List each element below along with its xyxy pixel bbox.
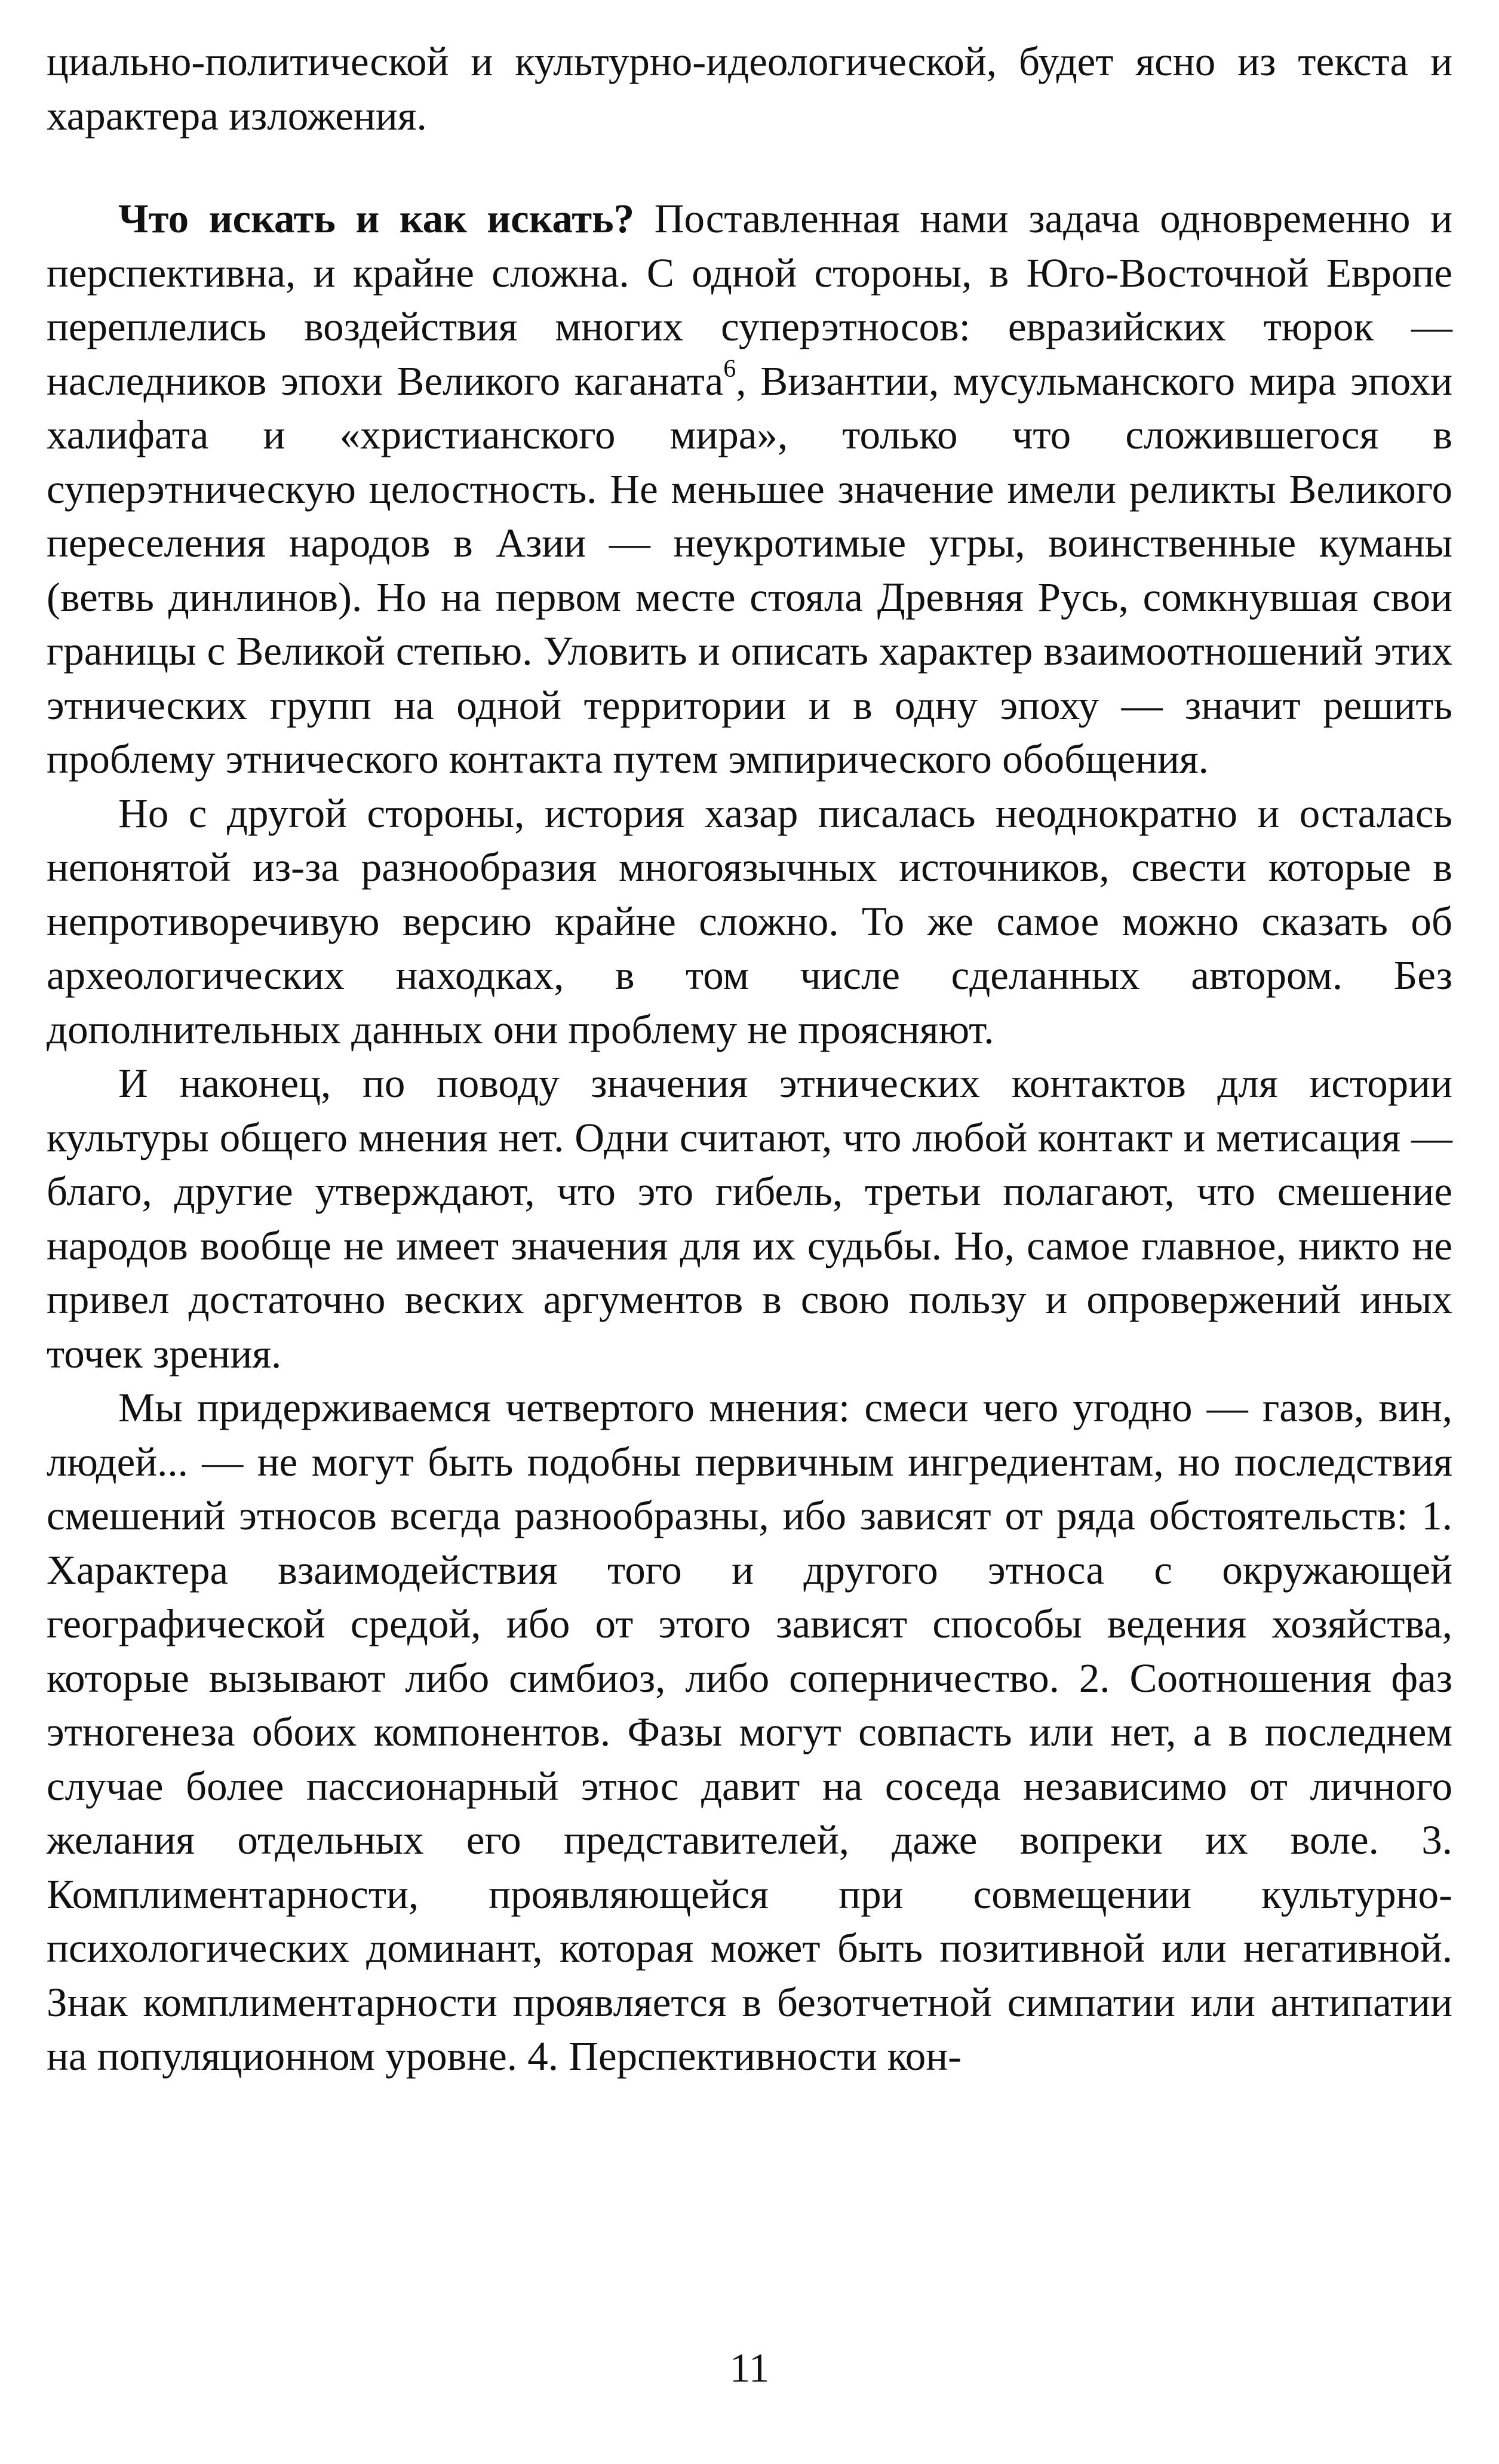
paragraph-text-part1: Поставленная нами задача одновременно и перспективна, и крайне сложна. С одной стороны, в Юго-Восточной Европе переплелись воздействия многих суперэтносов: евразийских тюрок — наследников эпохи Великого каганата bbox=[47, 196, 1452, 404]
footnote-reference: 6 bbox=[723, 355, 736, 383]
paragraph-finally: И наконец, по поводу значения этнических контактов для истории культуры общего мнения нет. Одни считают, что любой контакт и метисация — благо, другие утверждают, что это гибель, третьи полагают, что смешение народов вообще не имеет значения для их судьбы. Но, самое главное, никто не привел достаточно веских аргументов в свою пользу и опровержений иных точек зрения. bbox=[47, 1061, 1452, 1377]
paragraph-text-part2: , Византии, мусульманского мира эпохи халифата и «христианского мира», только что сложившегося в суперэтническую целостность. Не меньшее значение имели реликты Великого переселения народов в Азии — неукротимые угры, воинственные куманы (ветвь динлинов). Но на первом месте стояла Древняя Русь, сомкнувшая свои границы с Великой степью. Уловить и описать характер взаимоотношений этих этнических групп на одной территории и в одну эпоху — значит решить проблему этнического контакта путем эмпирического обобщения. bbox=[47, 358, 1453, 782]
section-heading: Что искать и как искать? bbox=[118, 196, 635, 241]
paragraph-other-side: Но с другой стороны, история хазар писалась неоднократно и осталась непонятой из-за разнообразия многоязычных источников, свести которые в непротиворечивую версию крайне сложно. То же самое можно сказать об археологических находках, в том числе сделанных автором. Без дополнительных данных они проблему не проясняют. bbox=[47, 790, 1452, 1052]
book-page bbox=[47, 35, 1452, 2084]
section-gap bbox=[47, 143, 1452, 192]
paragraph-what-to-seek bbox=[47, 192, 1452, 786]
page-number: 11 bbox=[729, 2345, 770, 2391]
paragraph-fourth-opinion: Мы придерживаемся четвертого мнения: смеси чего угодно — газов, вин, людей... — не могут быть подобны первичным ингредиентам, но последствия смешений этносов всегда разнообразны, ибо зависят от ряда обстоятельств: 1. Характера взаимодействия того и другого этноса с окружающей географической средой, ибо от этого зависят способы ведения хозяйства, которые вызывают либо симбиоз, либо соперничество. 2. Соотношения фаз этногенеза обоих компонентов. Фазы могут совпасть или нет, а в последнем случае более пассионарный этнос давит на соседа независимо от личного желания отдельных его представителей, даже вопреки их воле. 3. Комплиментарности, проявляющейся при совмещении культурно-психологических доминант, которая может быть позитивной или негативной. Знак комплиментарности проявляется в безотчетной симпатии или антипатии на популяционном уровне. 4. Перспективности кон- bbox=[47, 1385, 1452, 2079]
paragraph-continuation: циально-политической и культурно-идеологической, будет ясно из текста и характера изложения. bbox=[47, 39, 1452, 139]
